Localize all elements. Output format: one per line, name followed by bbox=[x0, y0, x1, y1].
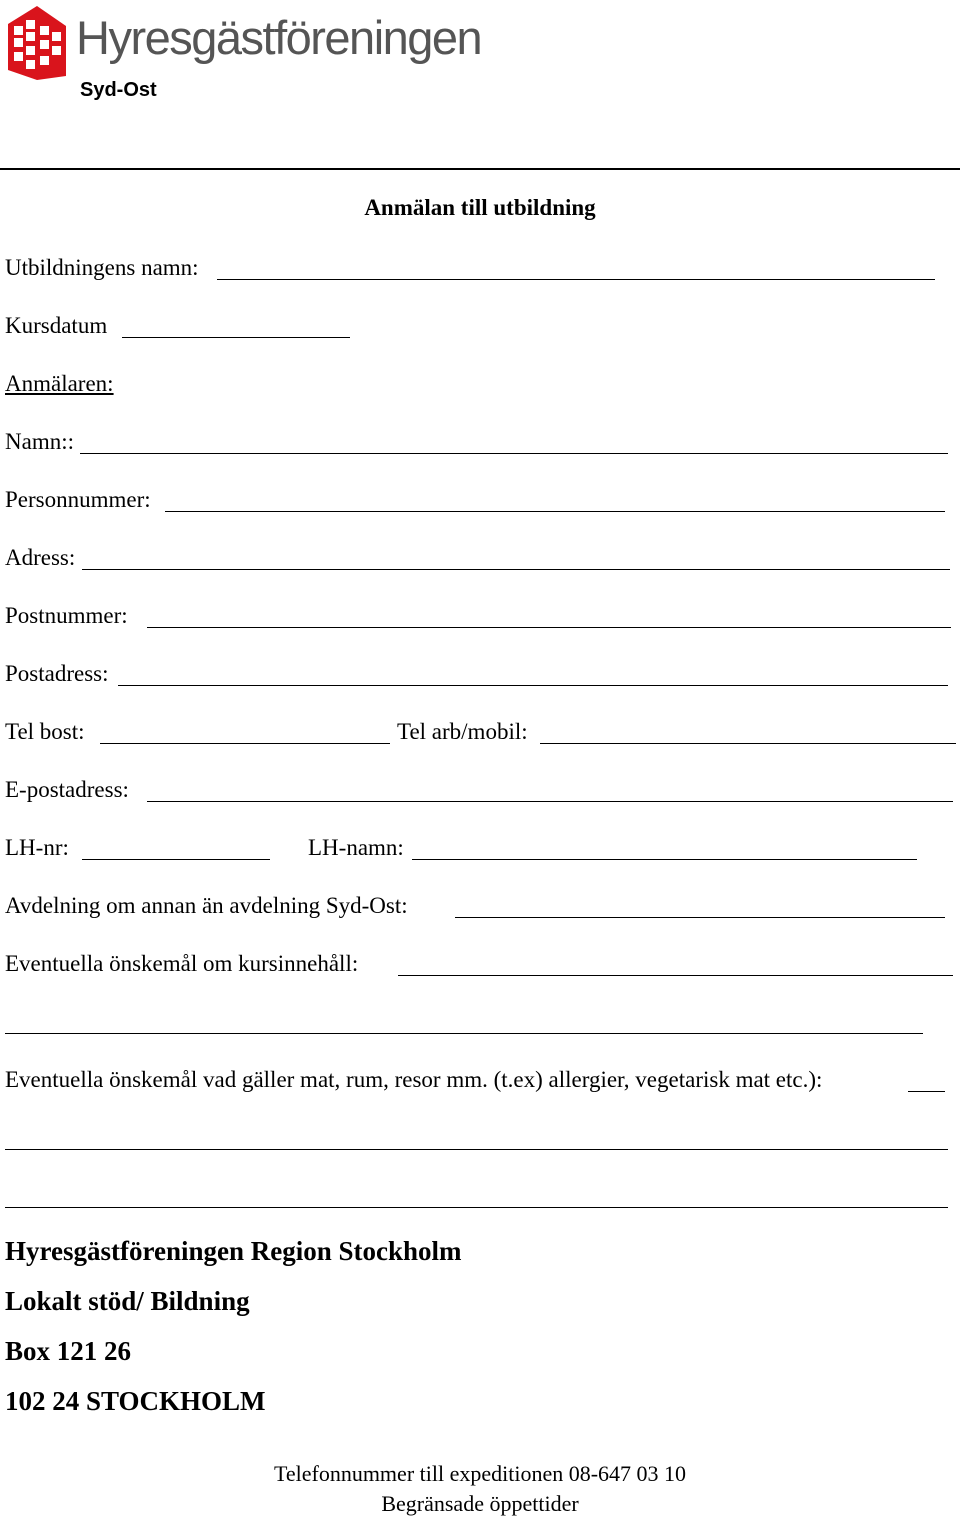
course-name-label: Utbildningens namn: bbox=[5, 255, 199, 280]
course-date-field[interactable] bbox=[122, 337, 350, 338]
footer-hours: Begränsade öppettider bbox=[381, 1491, 579, 1516]
content-wishes-field[interactable] bbox=[398, 975, 953, 976]
postal-code-field[interactable] bbox=[147, 627, 951, 628]
content-wishes-label: Eventuella önskemål om kursinnehåll: bbox=[5, 951, 359, 976]
house-logo-icon bbox=[6, 4, 68, 82]
course-name-field[interactable] bbox=[217, 279, 935, 280]
address-department: Lokalt stöd/ Bildning bbox=[5, 1286, 250, 1316]
phone-work-field[interactable] bbox=[540, 743, 956, 744]
lh-number-field[interactable] bbox=[82, 859, 270, 860]
postal-code-label: Postnummer: bbox=[5, 603, 128, 628]
lh-name-field[interactable] bbox=[412, 859, 917, 860]
applicant-heading: Anmälaren: bbox=[5, 371, 114, 396]
phone-home-label: Tel bost: bbox=[5, 719, 85, 744]
address-field[interactable] bbox=[82, 569, 950, 570]
address-organization: Hyresgästföreningen Region Stockholm bbox=[5, 1236, 462, 1266]
postal-address-field[interactable] bbox=[118, 685, 948, 686]
food-wishes-field-line-2[interactable] bbox=[5, 1149, 948, 1150]
address-city: 102 24 STOCKHOLM bbox=[5, 1386, 266, 1416]
footer-phone: Telefonnummer till expeditionen 08-647 03 10 bbox=[273, 1461, 687, 1486]
department-field[interactable] bbox=[455, 917, 945, 918]
name-field[interactable] bbox=[80, 453, 948, 454]
lh-name-label: LH-namn: bbox=[308, 835, 404, 860]
personal-number-label: Personnummer: bbox=[5, 487, 151, 512]
food-wishes-field[interactable] bbox=[908, 1091, 945, 1092]
email-field[interactable] bbox=[147, 801, 953, 802]
brand-subtitle: Syd-Ost bbox=[80, 79, 157, 101]
lh-number-label: LH-nr: bbox=[5, 835, 69, 860]
department-label: Avdelning om annan än avdelning Syd-Ost: bbox=[5, 893, 408, 918]
name-label: Namn:: bbox=[5, 429, 74, 454]
food-wishes-label: Eventuella önskemål vad gäller mat, rum, resor mm. (t.ex) allergier, vegetarisk mat etc.): bbox=[5, 1067, 823, 1092]
personal-number-field[interactable] bbox=[165, 511, 945, 512]
address-label: Adress: bbox=[5, 545, 76, 570]
course-date-label: Kursdatum bbox=[5, 313, 108, 338]
content-wishes-field-continued[interactable] bbox=[5, 1033, 923, 1034]
phone-work-label: Tel arb/mobil: bbox=[397, 719, 528, 744]
brand-name: Hyresgästföreningen bbox=[76, 11, 482, 64]
address-box: Box 121 26 bbox=[5, 1336, 132, 1366]
food-wishes-field-line-3[interactable] bbox=[5, 1207, 948, 1208]
form-title: Anmälan till utbildning bbox=[364, 195, 596, 220]
postal-address-label: Postadress: bbox=[5, 661, 109, 686]
header-divider bbox=[0, 168, 960, 170]
email-label: E-postadress: bbox=[5, 777, 129, 802]
phone-home-field[interactable] bbox=[100, 743, 390, 744]
